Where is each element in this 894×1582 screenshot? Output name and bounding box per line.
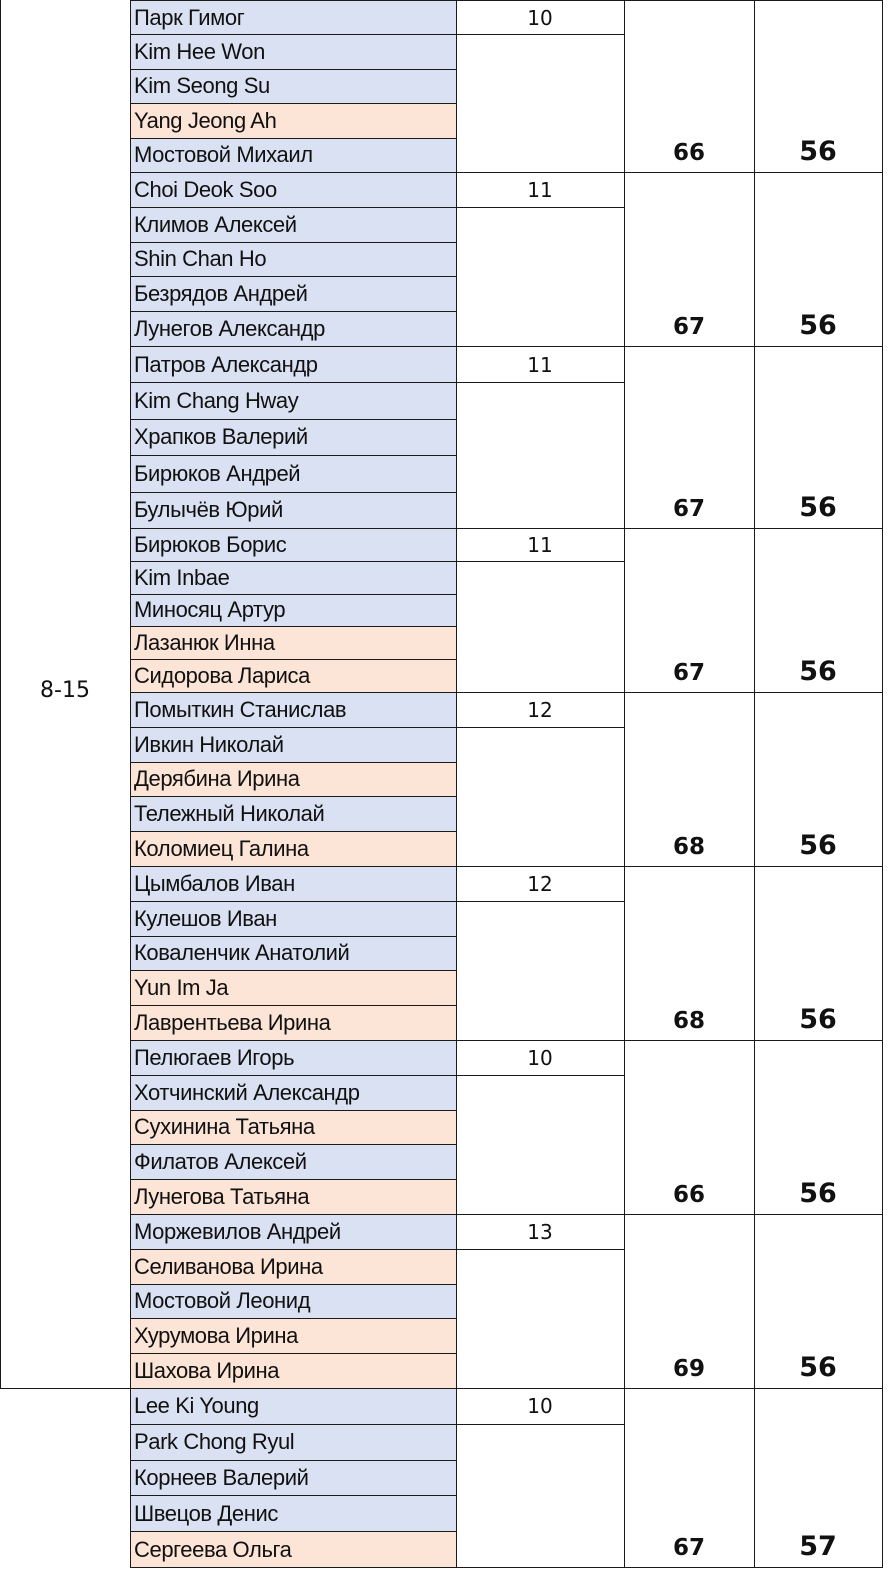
player-name: Хурумова Ирина [130, 1318, 457, 1354]
player-name: Пелюгаев Игорь [130, 1040, 457, 1076]
group-total: 68 [672, 834, 705, 860]
player-name: Сухинина Татьяна [130, 1110, 457, 1146]
player-name: Парк Гимог [130, 0, 457, 35]
player-name: Лунегова Татьяна [130, 1179, 457, 1215]
player-name: Тележный Николай [130, 796, 457, 832]
player-name: Селиванова Ирина [130, 1249, 457, 1285]
player-name: Yang Jeong Ah [130, 103, 457, 138]
group-handicap: 11 [456, 346, 624, 383]
player-name: Цымбалов Иван [130, 866, 457, 902]
group-total: 68 [672, 1008, 705, 1034]
grid-line [754, 0, 755, 1567]
player-name: Lee Ki Young [130, 1388, 457, 1425]
grid-line [130, 1567, 883, 1568]
group-score: 56 [799, 136, 837, 167]
player-name: Климов Алексей [130, 207, 457, 243]
group-handicap: 10 [456, 1388, 624, 1425]
player-name: Корнеев Валерий [130, 1460, 457, 1497]
group-total: 66 [672, 140, 705, 166]
player-name: Дерябина Ирина [130, 762, 457, 798]
player-name: Помыткин Станислав [130, 692, 457, 728]
grid-line [0, 1388, 130, 1389]
group-score: 56 [799, 310, 837, 341]
group-handicap: 12 [456, 866, 624, 902]
group-total: 67 [672, 1535, 705, 1561]
grid-line [882, 0, 883, 1567]
group-score: 56 [799, 830, 837, 861]
grid-line [624, 0, 625, 1567]
player-name: Бирюков Андрей [130, 455, 457, 492]
player-name: Коломиец Галина [130, 831, 457, 867]
grid-line [130, 0, 131, 1567]
group-score: 56 [799, 1004, 837, 1035]
range-label: 8-15 [40, 678, 90, 703]
group-handicap: 11 [456, 172, 624, 208]
player-name: Park Chong Ryul [130, 1424, 457, 1461]
grid-line [0, 0, 1, 1388]
group-handicap: 11 [456, 528, 624, 562]
player-name: Филатов Алексей [130, 1144, 457, 1180]
player-name: Кулешов Иван [130, 901, 457, 937]
group-score: 56 [799, 1178, 837, 1209]
player-name: Лунегов Александр [130, 311, 457, 347]
group-handicap: 13 [456, 1214, 624, 1250]
player-name: Сидорова Лариса [130, 659, 457, 693]
player-name: Choi Deok Soo [130, 172, 457, 208]
player-name: Хотчинский Александр [130, 1075, 457, 1111]
player-name: Лаврентьева Ирина [130, 1005, 457, 1041]
group-total: 69 [672, 1356, 705, 1382]
group-score: 57 [799, 1531, 837, 1562]
group-score: 56 [799, 1352, 837, 1383]
player-name: Shin Chan Ho [130, 242, 457, 278]
player-name: Сергеева Ольга [130, 1531, 457, 1568]
player-name: Мостовой Михаил [130, 138, 457, 173]
player-name: Патров Александр [130, 346, 457, 383]
group-handicap: 10 [456, 0, 624, 35]
player-name: Моржевилов Андрей [130, 1214, 457, 1250]
player-name: Булычёв Юрий [130, 492, 457, 529]
group-handicap: 10 [456, 1040, 624, 1076]
group-total: 67 [672, 314, 705, 340]
group-score: 56 [799, 492, 837, 523]
player-name: Лазанюк Инна [130, 626, 457, 660]
group-score: 56 [799, 656, 837, 687]
group-total: 66 [672, 1182, 705, 1208]
player-name: Kim Inbae [130, 561, 457, 595]
group-handicap: 12 [456, 692, 624, 728]
player-name: Храпков Валерий [130, 419, 457, 456]
player-name: Бирюков Борис [130, 528, 457, 562]
player-name: Мостовой Леонид [130, 1284, 457, 1320]
group-total: 67 [672, 660, 705, 686]
player-name: Kim Seong Su [130, 69, 457, 104]
player-name: Безрядов Андрей [130, 276, 457, 312]
player-name: Миносяц Артур [130, 594, 457, 628]
player-name: Yun Im Ja [130, 970, 457, 1006]
player-name: Швецов Денис [130, 1495, 457, 1532]
player-name: Коваленчик Анатолий [130, 936, 457, 972]
player-name: Kim Chang Hway [130, 382, 457, 419]
player-name: Kim Hee Won [130, 34, 457, 69]
player-name: Ивкин Николай [130, 727, 457, 763]
group-total: 67 [672, 496, 705, 522]
player-name: Шахова Ирина [130, 1353, 457, 1389]
